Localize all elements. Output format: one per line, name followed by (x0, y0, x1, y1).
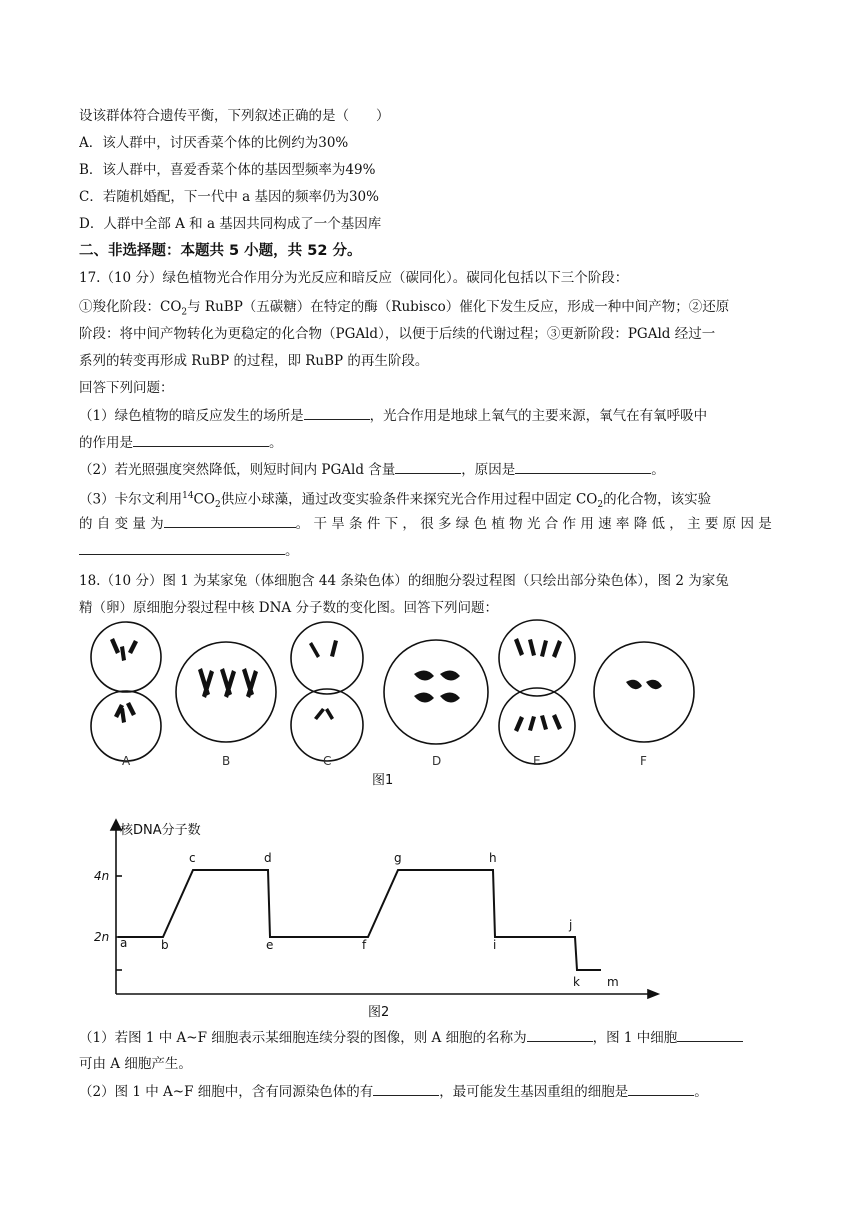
dna-series-line (118, 870, 601, 970)
point-label-a: a (120, 936, 128, 950)
cell-a-lower (91, 691, 161, 761)
q17-paragraph-line3: 系列的转变再形成 RuBP 的过程，即 RuBP 的再生阶段。 (79, 353, 429, 369)
cell-d (384, 640, 488, 744)
figure-2-dna-chart (78, 812, 668, 1024)
figure-2-caption: 图2 (368, 1005, 390, 1020)
option-d: D．人群中全部 A 和 a 基因共同构成了一个基因库 (79, 216, 382, 232)
cell-label-f: F (640, 754, 647, 768)
q17-sub3-end: 。 (79, 540, 785, 561)
option-a: A．该人群中，讨厌香菜个体的比例约为30% (79, 135, 349, 151)
q17-sub2: （2）若光照强度突然降低，则短时间内 PGAld 含量 ，原因是 。 (79, 459, 785, 480)
answer-blank[interactable] (79, 540, 285, 555)
point-label-i: i (493, 938, 497, 952)
figure-1-caption: 图1 (372, 773, 394, 788)
q17-sub3: （3）卡尔文利用$^{14}CO_2$供应小球藻，通过改变实验条件来探究光合作用过程中固定 $CO_2$的化合物，该实验 (79, 491, 712, 511)
answer-blank[interactable] (527, 1027, 593, 1042)
point-label-g: g (394, 851, 402, 865)
figure-1-cell-division (78, 618, 718, 790)
cell-c-lower (291, 689, 363, 761)
answer-blank[interactable] (304, 405, 370, 420)
point-label-h: h (489, 851, 497, 865)
q17-sub1: （1）绿色植物的暗反应发生的场所是 ，光合作用是地球上氧气的主要来源，氧气在有氧呼吸中 (79, 405, 785, 426)
y-axis-label: 核DNA分子数 (120, 823, 201, 838)
q18-sub1-cont: 可由 A 细胞产生。 (79, 1056, 192, 1072)
cell-label-a: A (122, 754, 131, 768)
answer-blank[interactable] (628, 1081, 694, 1096)
point-label-d: d (264, 851, 272, 865)
point-label-k: k (573, 975, 580, 989)
answer-blank[interactable] (515, 459, 651, 474)
cell-e-upper (499, 620, 575, 696)
q18-intro-line1: 18.（10 分）图 1 为某家兔（体细胞含 44 条染色体）的细胞分裂过程图（只绘出部分染色体），图 2 为家兔 (79, 573, 729, 589)
cell-label-d: D (432, 754, 442, 768)
option-c: C．若随机婚配，下一代中 a 基因的频率仍为30% (79, 189, 379, 205)
q17-intro: 17.（10 分）绿色植物光合作用分为光反应和暗反应（碳同化）。碳同化包括以下三个阶段： (79, 270, 629, 286)
cell-a-upper (91, 622, 161, 692)
q18-sub2: （2）图 1 中 A~F 细胞中，含有同源染色体的有 ，最可能发生基因重组的细胞是 。 (79, 1081, 785, 1102)
q17-sub3-cont: 的 自 变 量 为 。 干 旱 条 件 下 ， 很 多 绿 色 植 物 光 合 作 用 速 率 降 低 ， 主 要 原 因 是 (79, 513, 785, 534)
point-label-c: c (189, 851, 196, 865)
point-label-f: f (362, 938, 367, 952)
point-label-m: m (607, 975, 619, 989)
answer-blank[interactable] (164, 513, 296, 528)
answer-blank[interactable] (677, 1027, 743, 1042)
question-stem: 设该群体符合遗传平衡，下列叙述正确的是（ ） (79, 108, 390, 124)
q18-intro-line2: 精（卵）原细胞分裂过程中核 DNA 分子数的变化图。回答下列问题： (79, 600, 498, 616)
point-label-e: e (266, 938, 274, 952)
q17-paragraph-line2: 阶段：将中间产物转化为更稳定的化合物（PGAld），以便于后续的代谢过程；③更新阶段：PGAld 经过一 (79, 326, 716, 342)
cell-e-lower (499, 688, 575, 764)
cell-c-upper (291, 622, 363, 694)
cell-label-b: B (222, 754, 231, 768)
point-label-b: b (161, 938, 169, 952)
section-heading: 二、非选择题：本题共 5 小题，共 52 分。 (79, 243, 362, 259)
answer-blank[interactable] (373, 1081, 439, 1096)
q18-sub1: （1）若图 1 中 A~F 细胞表示某细胞连续分裂的图像，则 A 细胞的名称为 ，图 1 中细胞 (79, 1027, 785, 1048)
q17-sub1-cont: 的作用是 。 (79, 432, 785, 453)
cell-f (594, 642, 694, 742)
answer-blank[interactable] (133, 432, 269, 447)
option-b: B．该人群中，喜爱香菜个体的基因型频率为49% (79, 162, 376, 178)
y-tick-2n: 2n (94, 930, 110, 944)
y-tick-4n: 4n (94, 869, 110, 883)
q17-paragraph-line1: ①羧化阶段：$CO_2$与 RuBP（五碳糖）在特定的酶（Rubisco）催化下发生反应，形成一种中间产物；②还原 (79, 299, 730, 318)
cell-label-c: C (323, 754, 332, 768)
cell-label-e: E (533, 754, 541, 768)
answer-prompt: 回答下列问题： (79, 380, 174, 396)
answer-blank[interactable] (395, 459, 461, 474)
point-label-j: j (569, 918, 573, 932)
